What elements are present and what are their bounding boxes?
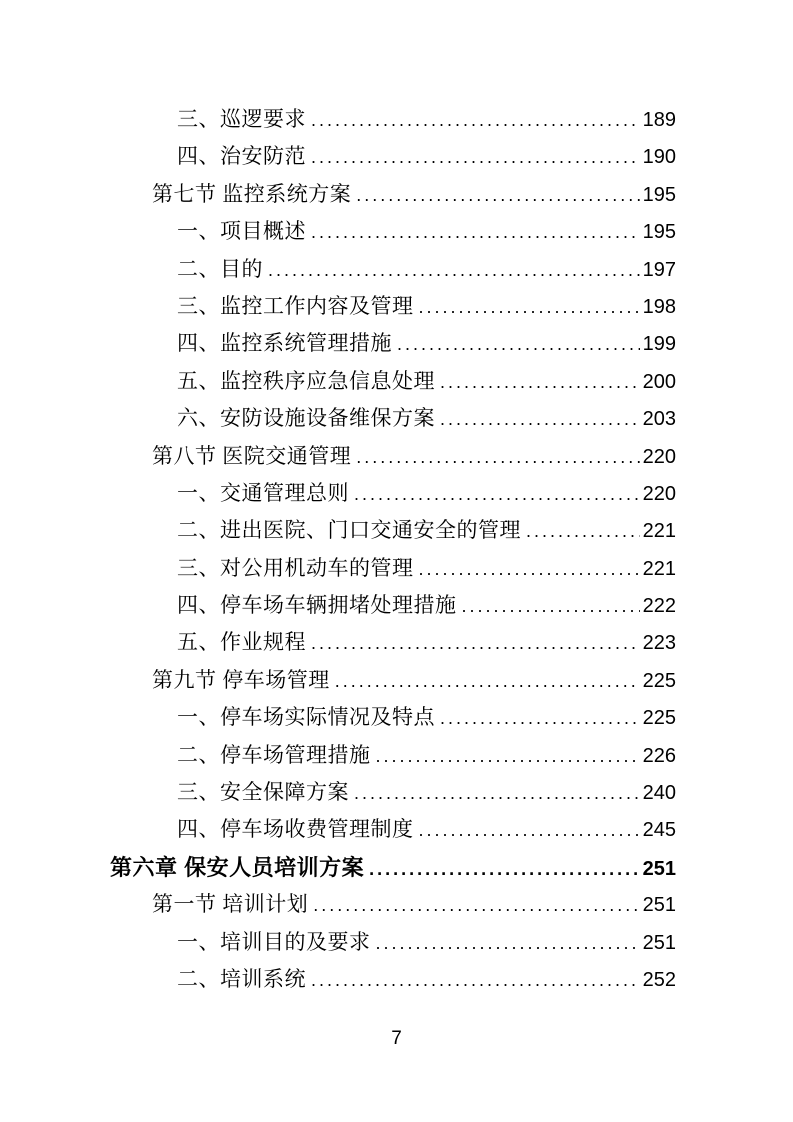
toc-entry-page: 225 <box>642 669 676 692</box>
toc-entry[interactable] <box>110 213 676 250</box>
toc-entry-title: 四、停车场收费管理制度 <box>177 817 414 842</box>
toc-entry-title: 二、进出医院、门口交通安全的管理 <box>177 518 521 543</box>
toc-entry[interactable] <box>110 849 676 886</box>
toc-leader-dots <box>462 588 640 625</box>
toc-entry[interactable] <box>110 512 676 549</box>
toc-entry[interactable] <box>110 101 676 138</box>
toc-leader-dots <box>419 289 640 326</box>
toc-leader-dots <box>311 214 640 251</box>
toc-entry-title: 四、治安防范 <box>177 144 306 169</box>
toc-leader-dots <box>440 401 640 438</box>
toc-entry-page: 226 <box>642 744 676 767</box>
toc-entry-title: 三、对公用机动车的管理 <box>177 555 414 580</box>
toc-leader-dots <box>311 625 640 662</box>
toc-entry-title: 四、停车场车辆拥堵处理措施 <box>177 593 457 618</box>
toc-entry-page: 200 <box>642 370 676 393</box>
toc-entry-page: 221 <box>642 520 676 543</box>
toc-entry-title: 五、作业规程 <box>177 630 306 655</box>
toc-entry-title: 第八节 医院交通管理 <box>152 443 352 468</box>
toc-entry-page: 222 <box>642 595 676 618</box>
toc-entry-page: 199 <box>642 333 676 356</box>
toc-entry-page: 197 <box>642 258 676 281</box>
toc-entry-title: 第七节 监控系统方案 <box>152 181 352 206</box>
toc-entry[interactable] <box>110 961 676 998</box>
toc-entry-title: 一、培训目的及要求 <box>177 929 371 954</box>
toc-entry-page: 220 <box>642 482 676 505</box>
toc-leader-dots <box>335 663 640 700</box>
toc-entry-page: 221 <box>642 557 676 580</box>
toc-entry[interactable] <box>110 587 676 624</box>
toc-entry-title: 二、目的 <box>177 256 263 281</box>
toc-entry-title: 一、交通管理总则 <box>177 480 349 505</box>
toc-leader-dots <box>440 700 640 737</box>
toc-entry-page: 240 <box>642 782 676 805</box>
toc-entry-title: 三、安全保障方案 <box>177 780 349 805</box>
toc-entry-page: 220 <box>642 445 676 468</box>
toc-entry-title: 四、监控系统管理措施 <box>177 331 392 356</box>
toc-leader-dots <box>354 476 640 513</box>
toc-entry-page: 203 <box>642 408 676 431</box>
toc-entry-page: 223 <box>642 632 676 655</box>
toc-entry-title: 五、监控秩序应急信息处理 <box>177 368 435 393</box>
toc-entry-page: 251 <box>642 894 676 917</box>
toc-entry-title: 二、培训系统 <box>177 966 306 991</box>
toc-entry[interactable] <box>110 624 676 661</box>
toc-entry[interactable] <box>110 138 676 175</box>
toc-entry[interactable] <box>110 251 676 288</box>
toc-leader-dots <box>311 962 640 999</box>
toc-entry-page: 252 <box>642 968 676 991</box>
toc-entry-page: 195 <box>642 221 676 244</box>
toc-leader-dots <box>419 551 640 588</box>
toc-entry[interactable] <box>110 550 676 587</box>
toc-leader-dots <box>369 851 640 888</box>
toc-entry[interactable] <box>110 886 676 923</box>
toc-leader-dots <box>419 812 640 849</box>
toc-entry-title: 第一节 培训计划 <box>152 892 309 917</box>
toc-entry[interactable] <box>110 325 676 362</box>
toc-entry-page: 225 <box>642 707 676 730</box>
toc-entry-title: 三、监控工作内容及管理 <box>177 293 414 318</box>
toc-entry[interactable] <box>110 176 676 213</box>
toc-entry[interactable] <box>110 475 676 512</box>
toc-entry-page: 251 <box>642 931 676 954</box>
toc-leader-dots <box>354 775 640 812</box>
toc-entry-page: 245 <box>642 819 676 842</box>
toc-entry-page: 251 <box>642 857 676 880</box>
toc-entry-page: 195 <box>642 183 676 206</box>
toc-entry-title: 二、停车场管理措施 <box>177 742 371 767</box>
toc-entry[interactable] <box>110 699 676 736</box>
toc-entry[interactable] <box>110 438 676 475</box>
toc-leader-dots <box>440 364 640 401</box>
toc-entry[interactable] <box>110 737 676 774</box>
toc-leader-dots <box>356 177 639 214</box>
toc-leader-dots <box>397 326 640 363</box>
toc-leader-dots <box>356 439 639 476</box>
table-of-contents <box>110 101 676 998</box>
toc-entry-title: 第九节 停车场管理 <box>152 667 330 692</box>
toc-entry[interactable] <box>110 400 676 437</box>
toc-leader-dots <box>376 925 640 962</box>
toc-leader-dots <box>311 102 640 139</box>
toc-entry-title: 一、项目概述 <box>177 219 306 244</box>
toc-entry[interactable] <box>110 774 676 811</box>
toc-entry-title: 三、巡逻要求 <box>177 107 306 131</box>
toc-entry-page: 198 <box>642 295 676 318</box>
toc-entry[interactable] <box>110 924 676 961</box>
toc-leader-dots <box>311 139 640 176</box>
toc-entry-title: 六、安防设施设备维保方案 <box>177 406 435 431</box>
toc-entry[interactable] <box>110 288 676 325</box>
toc-leader-dots <box>526 513 640 550</box>
toc-entry-title: 一、停车场实际情况及特点 <box>177 705 435 730</box>
toc-leader-dots <box>376 738 640 775</box>
toc-leader-dots <box>268 252 640 289</box>
toc-entry-page: 190 <box>642 146 676 169</box>
toc-leader-dots <box>313 887 639 924</box>
toc-entry[interactable] <box>110 363 676 400</box>
toc-entry-title: 第六章 保安人员培训方案 <box>110 854 365 880</box>
toc-entry-page: 189 <box>642 109 676 131</box>
footer-page-number: 7 <box>391 1028 402 1049</box>
toc-entry[interactable] <box>110 811 676 848</box>
toc-entry[interactable] <box>110 662 676 699</box>
